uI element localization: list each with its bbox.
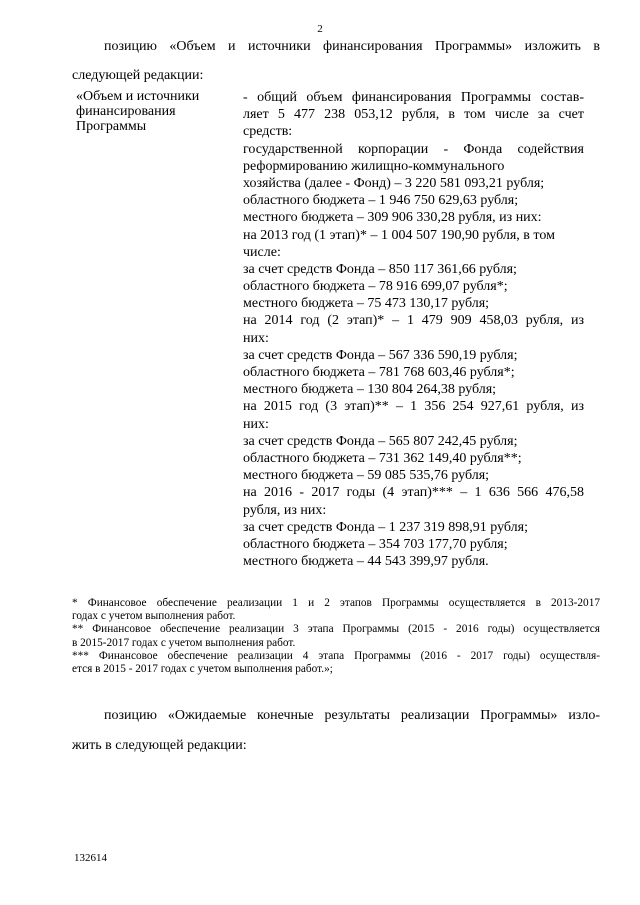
outro-paragraph-line-1: позицию «Ожидаемые конечные результаты реализации Программы» изло- — [104, 708, 600, 723]
right-cell-line: местного бюджета – 44 543 399,97 рубля. — [243, 554, 489, 570]
footnote-line: годах с учетом выполнения работ. — [72, 610, 236, 623]
right-cell-line: областного бюджета – 1 946 750 629,63 рубля; — [243, 193, 519, 209]
right-cell-line: числе: — [243, 244, 281, 260]
intro-paragraph-line-1: позицию «Объем и источники финансирования Программы» изложить в — [104, 39, 600, 54]
right-cell-line: них: — [243, 416, 269, 432]
right-cell-line: областного бюджета – 781 768 603,46 рубля*; — [243, 365, 515, 380]
right-cell-line: местного бюджета – 309 906 330,28 рубля, из них: — [243, 210, 542, 226]
table-right-cell — [243, 89, 584, 570]
right-cell-line: на 2013 год (1 этап)* – 1 004 507 190,90 рубля, в том — [243, 227, 555, 243]
right-cell-line: рубля, из них: — [243, 502, 327, 518]
table-left-cell — [76, 89, 226, 134]
outro-paragraph-line-2: жить в следующей редакции: — [72, 738, 247, 753]
right-cell-line: областного бюджета – 354 703 177,70 рубля; — [243, 536, 508, 552]
right-cell-line: за счет средств Фонда – 1 237 319 898,91 рубля; — [243, 519, 528, 535]
page-number: 2 — [317, 23, 323, 35]
right-cell-line: хозяйства (далее - Фонд) – 3 220 581 093,21 рубля; — [243, 175, 545, 191]
left-cell-line: финансирования — [76, 104, 176, 119]
right-cell-line: - общий объем финансирования Программы состав- — [243, 90, 584, 105]
left-cell-line: «Объем и источники — [76, 89, 200, 104]
right-cell-line: государственной корпорации - Фонда содействия — [243, 141, 584, 157]
right-cell-line: реформированию жилищно-коммунального — [243, 158, 505, 174]
footnote-line: *** Финансовое обеспечение реализации 4 этапа Программы (2016 - 2017 годы) осуществля- — [72, 649, 600, 662]
right-cell-line: на 2016 - 2017 годы (4 этап)*** – 1 636 566 476,58 — [243, 485, 584, 501]
right-cell-line: на 2014 год (2 этап)* – 1 479 909 458,03 рубля, из — [243, 313, 584, 329]
right-cell-line: местного бюджета – 75 473 130,17 рубля; — [243, 296, 490, 312]
right-cell-line: областного бюджета – 78 916 699,07 рубля*; — [243, 279, 508, 295]
right-cell-line: за счет средств Фонда – 850 117 361,66 рубля; — [243, 261, 517, 277]
right-cell-line: ляет 5 477 238 053,12 рубля, в том числе за счет — [243, 107, 584, 123]
footnote-line: в 2015-2017 годах с учетом выполнения работ. — [72, 636, 296, 649]
right-cell-line: за счет средств Фонда – 565 807 242,45 рубля; — [243, 433, 518, 449]
footnote-line: * Финансовое обеспечение реализации 1 и 2 этапов Программы осуществляется в 2013-2017 — [72, 597, 600, 609]
right-cell-line: на 2015 год (3 этап)** – 1 356 254 927,61 рубля, из — [243, 399, 584, 415]
footnotes — [72, 597, 600, 676]
right-cell-line: областного бюджета – 731 362 149,40 рубля**; — [243, 450, 522, 466]
footnote-line: ** Финансовое обеспечение реализации 3 этапа Программы (2015 - 2016 годы) осуществляется — [72, 623, 600, 636]
left-cell-line: Программы — [76, 119, 147, 134]
right-cell-line: местного бюджета – 130 804 264,38 рубля; — [243, 382, 497, 398]
right-cell-line: них: — [243, 330, 269, 346]
right-cell-line: местного бюджета – 59 085 535,76 рубля; — [243, 468, 490, 484]
intro-paragraph-line-2: следующей редакции: — [72, 68, 204, 83]
footnote-line: ется в 2015 - 2017 годах с учетом выполнения работ.»; — [72, 662, 333, 675]
right-cell-line: средств: — [243, 124, 293, 140]
document-code: 132614 — [74, 852, 107, 864]
right-cell-line: за счет средств Фонда – 567 336 590,19 рубля; — [243, 347, 518, 363]
